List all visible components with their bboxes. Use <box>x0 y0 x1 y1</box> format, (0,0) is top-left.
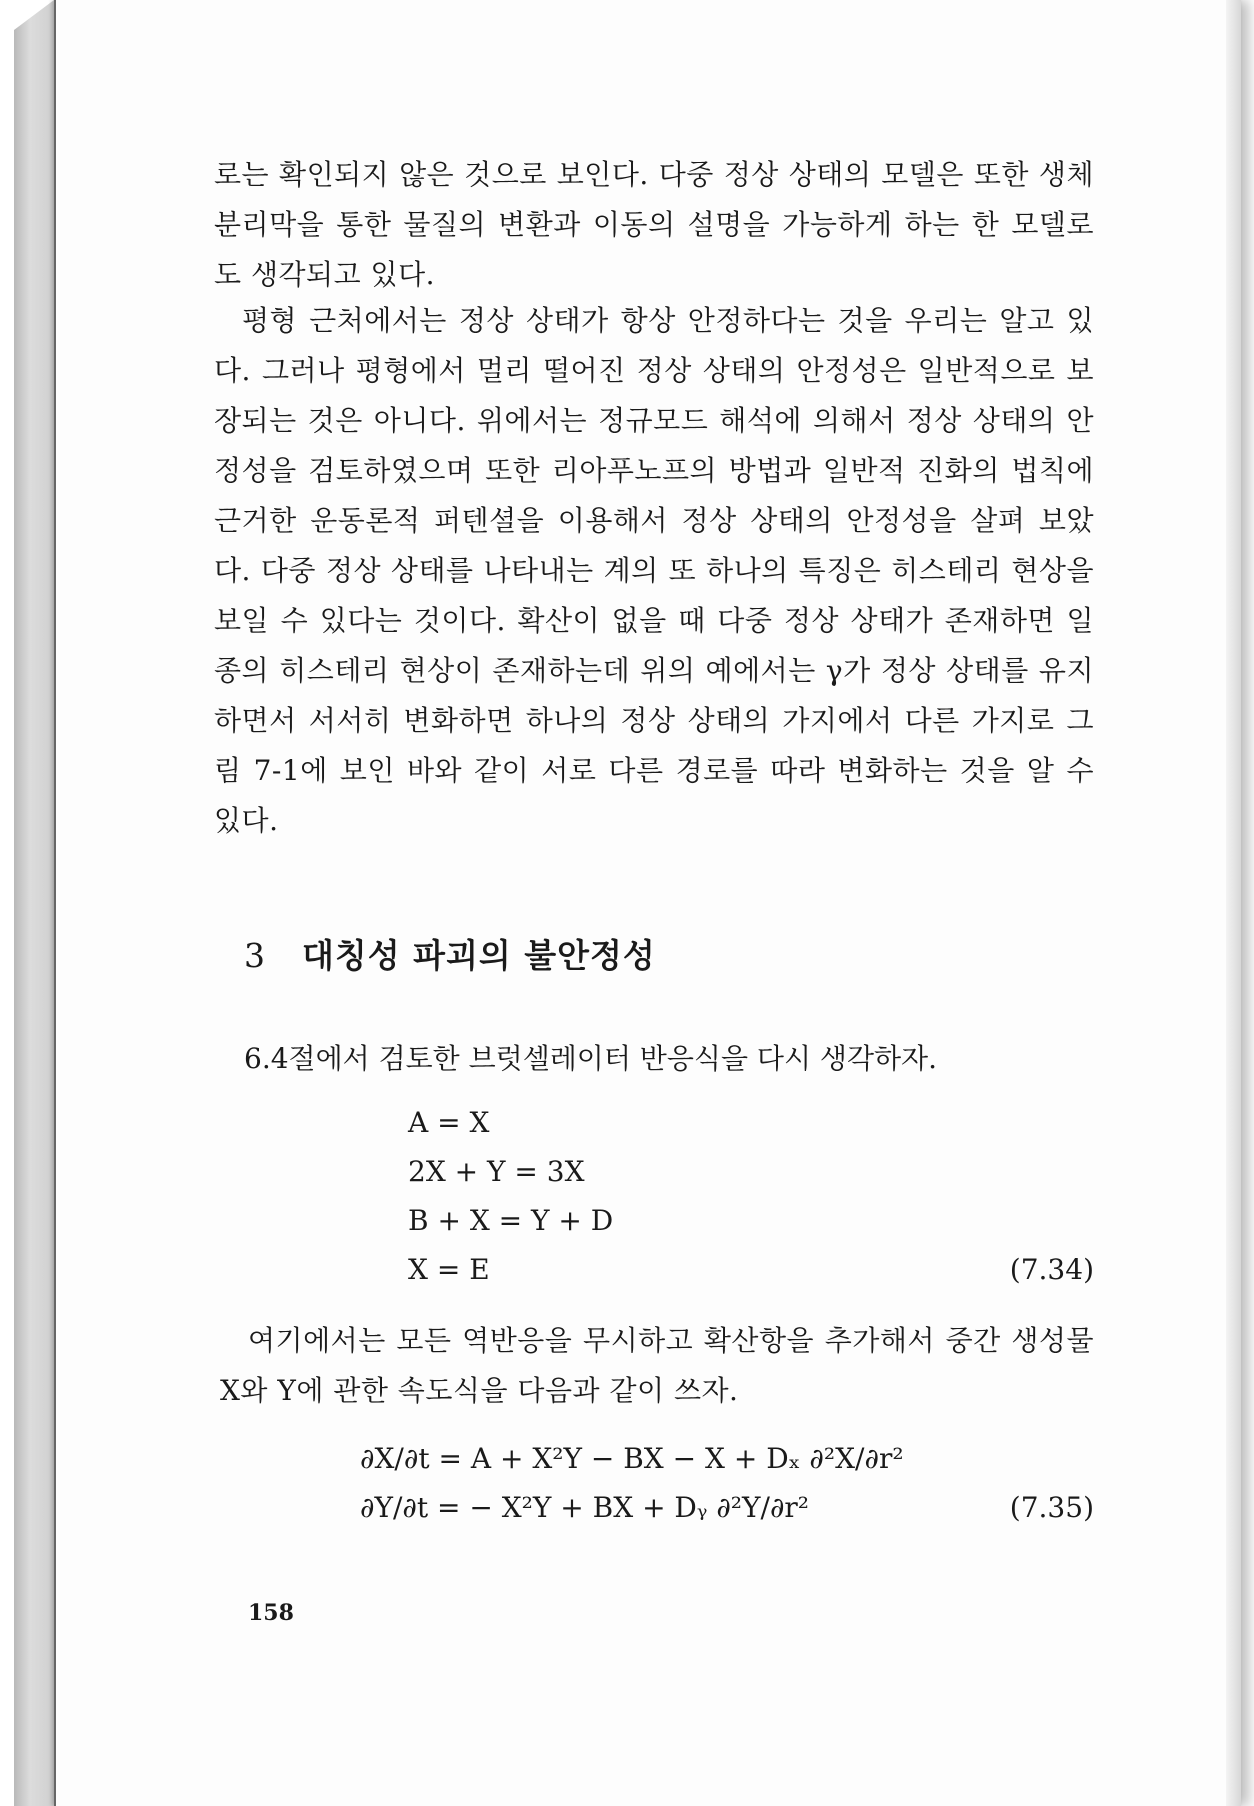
equation-set-7-35 <box>360 1434 1094 1532</box>
equation-line: B + X = Y + D <box>408 1204 614 1237</box>
equation-line: A = X <box>408 1106 490 1139</box>
paragraph-rate-equations: 여기에서는 모든 역반응을 무시하고 확산항을 추가해서 중간 생성물 X와 Y에 관한 속도식을 다음과 같이 쓰자. <box>220 1324 1094 1407</box>
intro-sentence: 6.4절에서 검토한 브럿셀레이터 반응식을 다시 생각하자. <box>244 1042 937 1075</box>
page-right-shadow <box>1226 0 1241 1806</box>
book-edge <box>14 0 54 1806</box>
equation-set-7-34 <box>408 1098 1094 1294</box>
paragraph-continued: 로는 확인되지 않은 것으로 보인다. 다중 정상 상태의 모델은 또한 생체 분리막을 통한 물질의 변환과 이동의 설명을 가능하게 하는 한 모델로도 생각되고 있다. <box>214 158 1094 291</box>
equation-line: ∂Y/∂t = − X²Y + BX + Dᵧ ∂²Y/∂r² (7.35) <box>360 1483 1094 1532</box>
page-number: 158 <box>248 1600 294 1626</box>
section-title: 대칭성 파괴의 불안정성 <box>302 936 656 975</box>
equation-line: 2X + Y = 3X <box>408 1155 585 1188</box>
equation-number: (7.34) <box>1009 1253 1094 1286</box>
equation-line: ∂X/∂t = A + X²Y − BX − X + Dₓ ∂²X/∂r² <box>360 1442 904 1475</box>
equation-number: (7.35) <box>1009 1491 1094 1524</box>
section-number: 3 <box>244 936 266 975</box>
section-heading <box>244 930 656 977</box>
paragraph-stability: 평형 근처에서는 정상 상태가 항상 안정하다는 것을 우리는 알고 있다. 그러나 평형에서 멀리 떨어진 정상 상태의 안정성은 일반적으로 보장되는 것은 아니다. 위에서는 정규모드 해석에 의해서 정상 상태의 안정성을 검토하였으며 또한 리아푸노프의 방법과 일반적 진화의 법칙에 근거한 운동론적 퍼텐셜을 이용해서 정상 상태의 안정성을 살펴 보았다. 다중 정상 상태를 나타내는 계의 또 하나의 특징은 히스테리 현상을 보일 수 있다는 것이다. 확산이 없을 때 다중 정상 상태가 존재하면 일종의 히스테리 현상이 존재하는데 위의 예에서는 γ가 정상 상태를 유지하면서 서서히 변화하면 하나의 정상 상태의 가지에서 다른 가지로 그림 7-1에 보인 바와 같이 서로 다른 경로를 따라 변화하는 것을 알 수 있다. <box>214 304 1094 837</box>
equation-line: X = E (7.34) <box>408 1245 1094 1294</box>
